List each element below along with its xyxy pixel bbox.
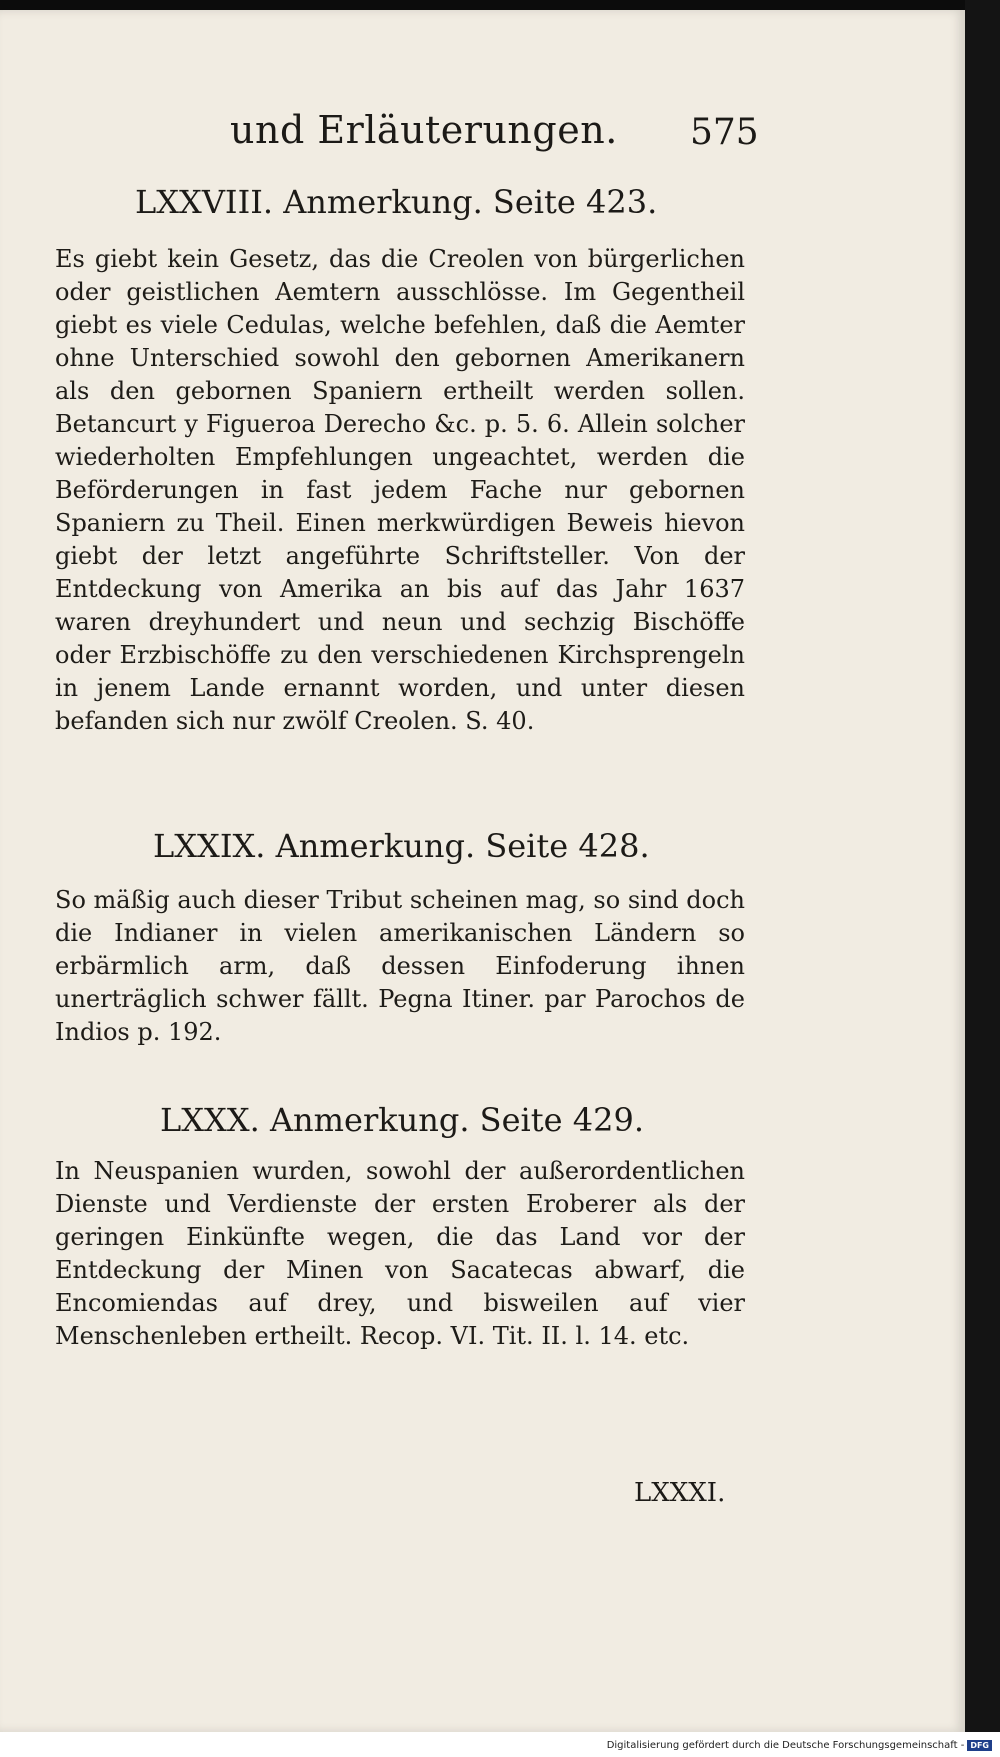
section-heading-lxxx: LXXX. Anmerkung. Seite 429. xyxy=(160,1101,644,1139)
digitization-credit xyxy=(607,1740,992,1751)
section-body-lxxviii: Es giebt kein Gesetz, das die Creolen von bürgerlichen oder geistlichen Aemtern ausschlösse. Im Gegentheil giebt es viele Cedulas, welche befehlen, daß die Aemter ohne Unterschied sowohl den gebornen Amerikanern als den gebornen Spaniern ertheilt werden sollen. Betancurt y Figueroa Derecho &c. p. 5. 6. Allein solcher wiederholten Empfehlungen ungeachtet, werden die Beförderungen in fast jedem Fache nur gebornen Spaniern zu Theil. Einen merkwürdigen Beweis hievon giebt der letzt angeführte Schriftsteller. Von der Entdeckung von Amerika an bis auf das Jahr 1637 waren dreyhundert und neun und sechzig Bischöffe oder Erzbischöffe zu den verschiedenen Kirchsprengeln in jenem Lande ernannt worden, und unter diesen befanden sich nur zwölf Creolen. S. 40. xyxy=(55,245,745,735)
section-body-lxxx: In Neuspanien wurden, sowohl der außerordentlichen Dienste und Verdienste der ersten Eroberer als der geringen Einkünfte wegen, die das Land vor der Entdeckung der Minen von Sacatecas abwarf, die Encomiendas auf drey, und bisweilen auf vier Menschenleben ertheilt. Recop. VI. Tit. II. l. 14. etc. xyxy=(55,1157,745,1350)
section-heading-lxxix: LXXIX. Anmerkung. Seite 428. xyxy=(153,827,650,865)
section-heading-lxxviii: LXXVIII. Anmerkung. Seite 423. xyxy=(135,183,658,221)
credit-text: Digitalisierung gefördert durch die Deutsche Forschungsgemeinschaft - xyxy=(606,1740,965,1751)
section-body-lxxix: So mäßig auch dieser Tribut scheinen mag, so sind doch die Indianer in vielen amerikanischen Ländern so erbärmlich arm, daß dessen Einfoderung ihnen unerträglich schwer fällt. Pegna Itiner. par Parochos de Indios p. 192. xyxy=(55,886,745,1046)
catchword: LXXXI. xyxy=(634,1478,726,1508)
scan-right-edge xyxy=(965,0,1000,1757)
running-head: und Erläuterungen. xyxy=(230,108,618,152)
dfg-logo: DFG xyxy=(967,1740,992,1751)
page-number: 575 xyxy=(690,112,759,153)
